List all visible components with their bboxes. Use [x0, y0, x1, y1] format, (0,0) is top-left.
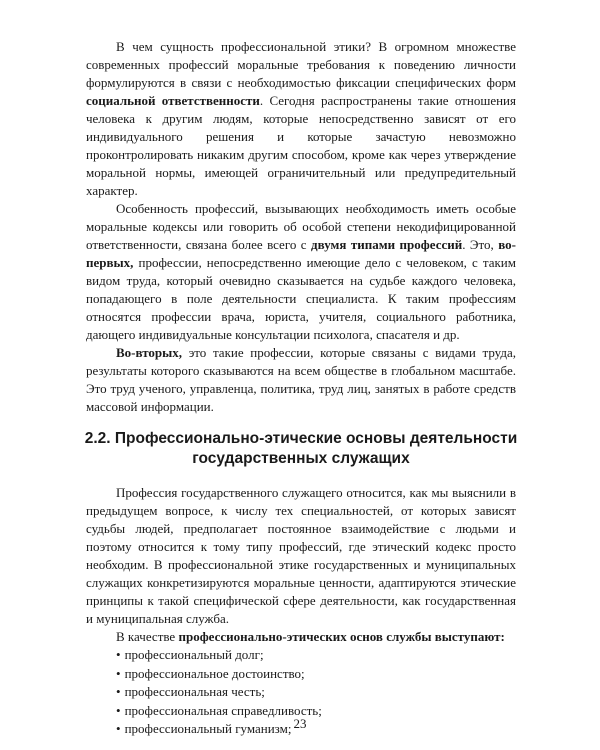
- list-item: • профессиональная честь;: [116, 683, 516, 702]
- paragraph-two-types-of-professions: [86, 200, 516, 344]
- paragraph1-text-2: . Сегодня распространены такие отношения человека к другим людям, которые непосредственно зависят от его индивидуального решения и которые зачастую невозможно проконтролировать никаким другим способом, кроме как через утверждение моральной нормы, имеющей ограничительный или предупредительный характер.: [86, 93, 516, 198]
- paragraph2-bold-term: двумя типами профессий: [311, 237, 463, 252]
- paragraph-civil-servant-profession: Профессия государственного служащего относится, как мы выяснили в предыдущем вопросе, к числу тех специальностей, от которых зависят судьбы людей, предполагает постоянное взаимодействие с людьми и поэтому относится к тому типу профессий, где этический кодекс просто необходим. В профессиональной этике государственных и муниципальных служащих конкретизируются моральные ценности, адаптируются этические принципы к такой специфической сфере деятельности, как государственная и муниципальная служба.: [86, 485, 516, 626]
- body-text: [86, 38, 516, 739]
- paragraph1-text-1: В чем сущность профессиональной этики? В огромном множестве современных профессий моральные требования к поведению личности формулируются в связи с необходимостью фиксации специфических форм: [86, 39, 516, 90]
- section-heading: [76, 429, 526, 469]
- paragraph2-text-3: профессии, непосредственно имеющие дело с человеком, с таким видом труда, который очевидно сказывается на судьбе каждого человека, попадающего в поле деятельности специалиста. К таким профессиям относятся профессии врача, юриста, учителя, социального работника, дающего индивидуальные консультации психолога, спасателя и др.: [86, 255, 516, 342]
- paragraph1-bold-term: социальной ответственности: [86, 93, 260, 108]
- paragraph3-text: это такие профессии, которые связаны с видами труда, результаты которого сказываются на всем обществе в глобальном масштабе. Это труд ученого, управленца, политика, труд лиц, занятых в работе средств массовой информации.: [86, 345, 516, 414]
- paragraph-professional-ethics-essence: [86, 38, 516, 200]
- paragraph3-bold-second: Во-вторых,: [116, 345, 183, 360]
- paragraph2-text-1: Особенность профессий, вызывающих необходимость иметь особые моральные кодексы или говорить об особой степени некодифицированной ответственности, связана более всего с: [86, 201, 516, 252]
- list-item: • профессиональное достоинство;: [116, 665, 516, 684]
- paragraph2-text-2: . Это,: [462, 237, 499, 252]
- list-item: • профессиональный долг;: [116, 646, 516, 665]
- lead-in-text: В качестве: [116, 629, 179, 644]
- section-heading-line-2: государственных служащих: [192, 450, 410, 467]
- page-number: 23: [293, 716, 307, 731]
- list-item: • профессиональная справедливость;: [116, 702, 516, 721]
- lead-in-bold: профессионально-этических основ службы выступают:: [178, 629, 505, 644]
- principles-lead-in: [86, 628, 516, 646]
- section-heading-line-1: 2.2. Профессионально-этические основы деятельности: [84, 430, 518, 447]
- paragraph-second-type: [86, 344, 516, 416]
- paragraph2-bold-first: во-первых,: [86, 237, 517, 270]
- list-item: • профессиональный гуманизм;: [116, 720, 516, 739]
